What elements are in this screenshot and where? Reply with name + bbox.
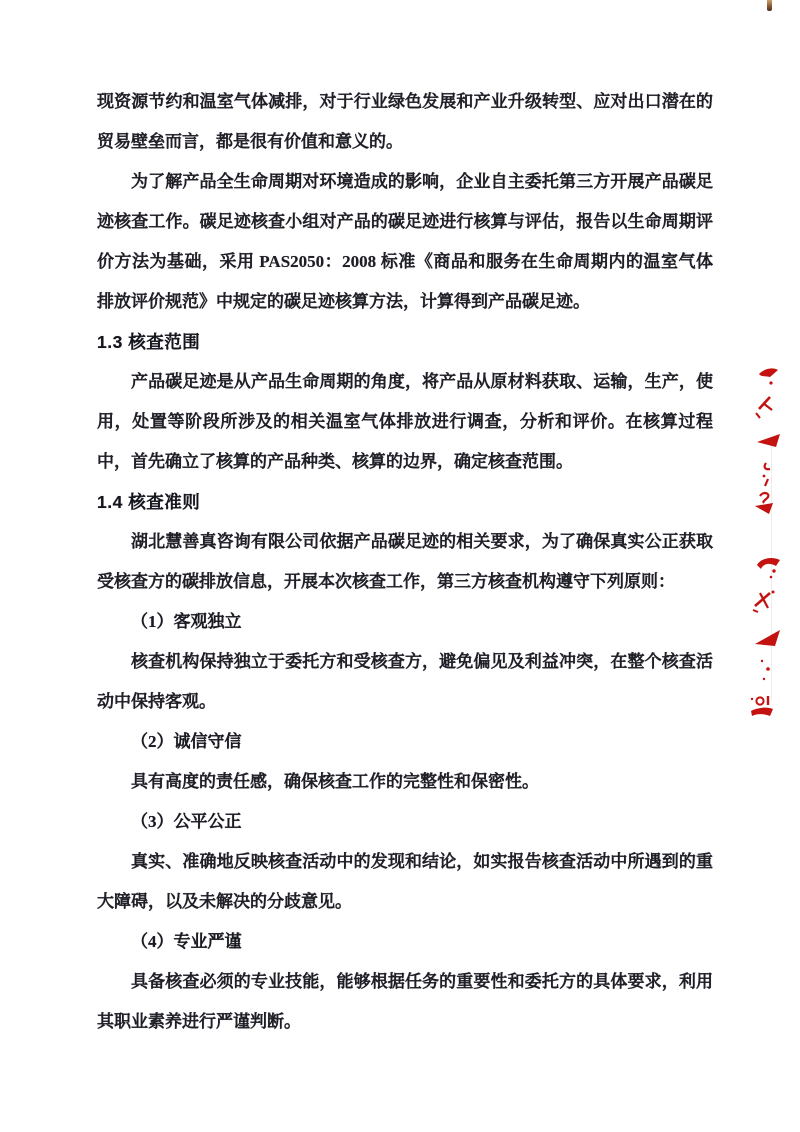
principle-heading-4: （4）专业严谨	[131, 932, 242, 951]
document-body	[97, 82, 713, 1042]
red-ink-mark-icon	[753, 395, 783, 423]
principle-heading-2: （2）诚信守信	[131, 732, 242, 751]
red-ink-mark-icon	[753, 491, 783, 519]
red-ink-mark-icon	[757, 366, 787, 394]
red-ink-mark-icon	[757, 461, 787, 489]
paragraph: 真实、准确地反映核查活动中的发现和结论，如实报告核查活动中所遇到的重大障碍，以及未解决的分歧意见。	[97, 852, 713, 911]
section-heading-1-3: 1.3 核查范围	[97, 332, 201, 352]
paragraph: 现资源节约和温室气体减排，对于行业绿色发展和产业升级转型、应对出口潜在的贸易壁垒而言，都是很有价值和意义的。	[97, 92, 713, 151]
red-ink-mark-icon	[757, 658, 787, 686]
red-ink-mark-icon	[749, 694, 779, 722]
paragraph: 核查机构保持独立于委托方和受核查方，避免偏见及利益冲突，在整个核查活动中保持客观。	[97, 652, 713, 711]
red-ink-mark-icon	[755, 629, 785, 657]
paragraph: 具有高度的责任感，确保核查工作的完整性和保密性。	[131, 772, 539, 791]
red-ink-mark-icon	[751, 589, 781, 617]
paragraph: 具备核查必须的专业技能，能够根据任务的重要性和委托方的具体要求，利用其职业素养进行严谨判断。	[97, 972, 713, 1031]
paragraph: 湖北慧善真咨询有限公司依据产品碳足迹的相关要求，为了确保真实公正获取受核查方的碳排放信息，开展本次核查工作，第三方核查机构遵守下列原则：	[97, 532, 713, 591]
paragraph: 产品碳足迹是从产品生命周期的角度，将产品从原材料获取、运输，生产，使用，处置等阶段所涉及的相关温室气体排放进行调查，分析和评价。在核算过程中，首先确立了核算的产品种类、核算的边界，确定核查范围。	[97, 372, 713, 471]
scan-edge-smudge	[767, 0, 772, 11]
principle-heading-3: （3）公平公正	[131, 812, 242, 831]
section-heading-1-4: 1.4 核查准则	[97, 492, 201, 512]
principle-heading-1: （1）客观独立	[131, 612, 242, 631]
red-ink-mark-icon	[755, 556, 785, 584]
paragraph: 为了解产品全生命周期对环境造成的影响，企业自主委托第三方开展产品碳足迹核查工作。碳足迹核查小组对产品的碳足迹进行核算与评估，报告以生命周期评价方法为基础，采用 PAS2050：2008 标准《商品和服务在生命周期内的温室气体排放评价规范》中规定的碳足迹核算方法，计算得到产品碳足迹。	[97, 172, 713, 311]
scanner-streak-artifact	[771, 440, 772, 700]
red-ink-mark-icon	[757, 433, 787, 461]
